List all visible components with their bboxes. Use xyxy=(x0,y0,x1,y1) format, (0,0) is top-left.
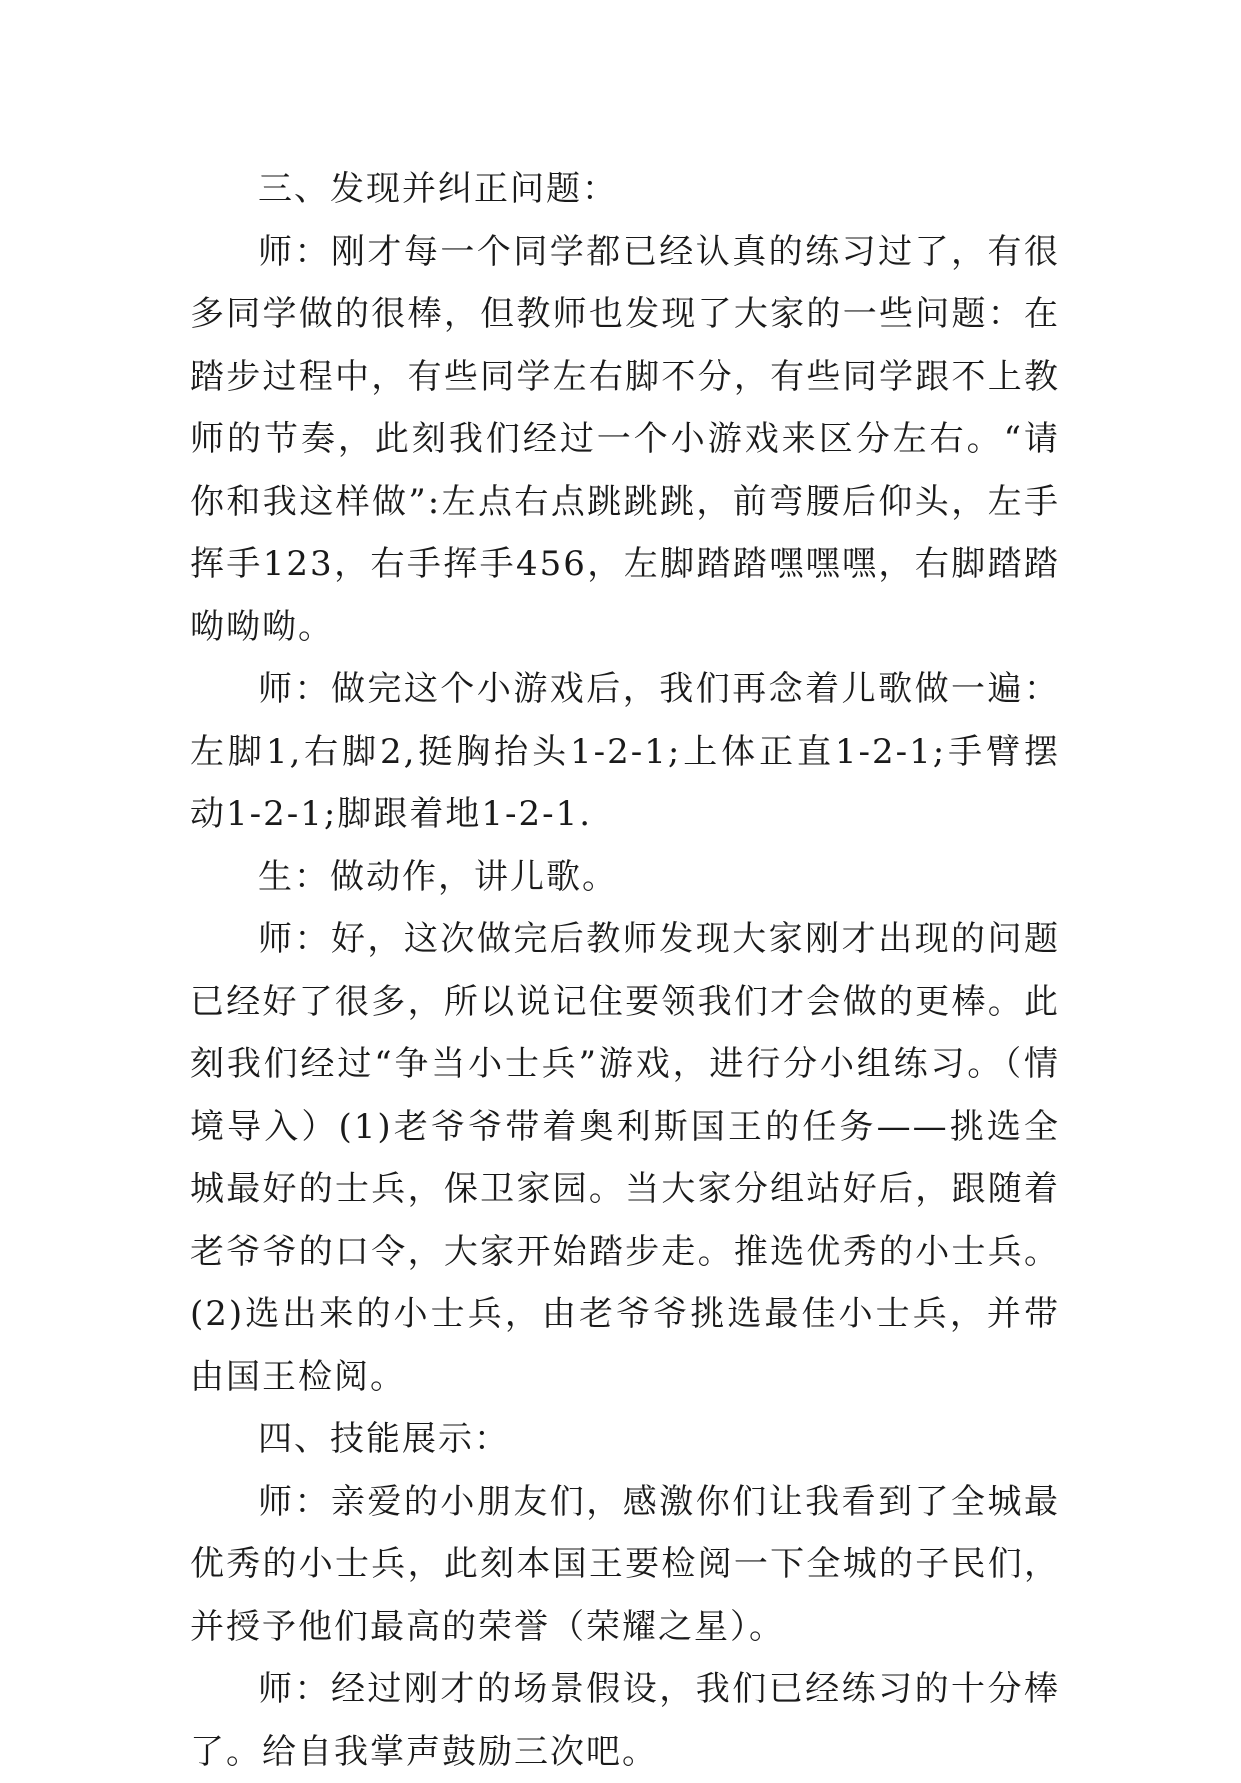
paragraph-teacher-applause: 师：经过刚才的场景假设，我们已经练习的十分棒了。给自我掌声鼓励三次吧。 xyxy=(190,1669,1060,1772)
paragraph-teacher-soldier: 师：好，这次做完后教师发现大家刚才出现的问题已经好了很多，所以说记住要领我们才会做的更棒。此刻我们经过“争当小士兵”游戏，进行分小组练习。（情境导入）(1)老爷爷带着奥利斯国王的任务——挑选全城最好的士兵，保卫家园。当大家分组站好后，跟随着老爷爷的口令，大家开始踏步走。推选优秀的小士兵。(2)选出来的小士兵，由老爷爷挑选最佳小士兵，并带由国王检阅。 xyxy=(190,919,1060,1397)
paragraph-students: 生：做动作，讲儿歌。 xyxy=(258,856,618,897)
section-heading-4: 四、技能展示： xyxy=(258,1419,510,1459)
document-body xyxy=(190,158,1060,1783)
paragraph-teacher-king: 师：亲爱的小朋友们，感激你们让我看到了全城最优秀的小士兵，此刻本国王要检阅一下全城的子民们，并授予他们最高的荣誉（荣耀之星）。 xyxy=(190,1481,1060,1647)
paragraph-teacher-game: 师：刚才每一个同学都已经认真的练习过了，有很多同学做的很棒，但教师也发现了大家的一些问题：在踏步过程中，有些同学左右脚不分，有些同学跟不上教师的节奏，此刻我们经过一个小游戏来区分左右。“请你和我这样做”:左点右点跳跳跳，前弯腰后仰头，左手挥手123，右手挥手456，左脚踏踏嘿嘿嘿，右脚踏踏呦呦呦。 xyxy=(190,231,1060,647)
paragraph-teacher-rhyme: 师：做完这个小游戏后，我们再念着儿歌做一遍：左脚1,右脚2,挺胸抬头1-2-1;上体正直1-2-1;手臂摆动1-2-1;脚跟着地1-2-1. xyxy=(190,669,1060,834)
section-heading-3: 三、发现并纠正问题： xyxy=(258,169,618,209)
